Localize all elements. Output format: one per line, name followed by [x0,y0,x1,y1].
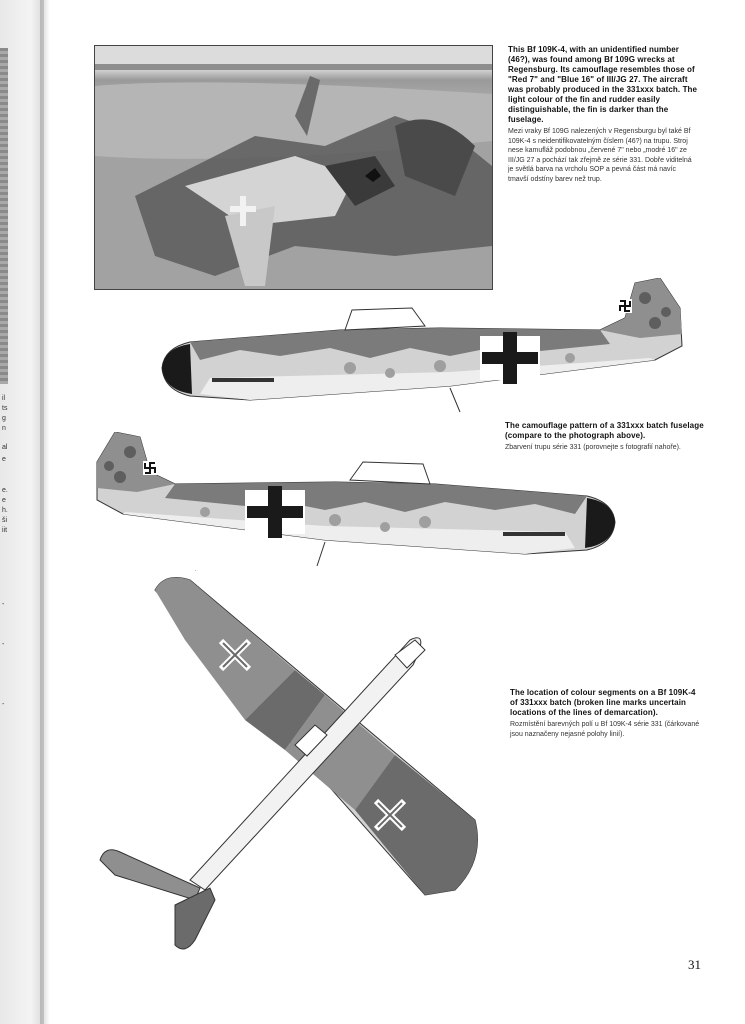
left-page-edge [0,0,44,1024]
left-page-photo-strip [0,48,8,384]
left-fragment: e [2,497,6,504]
planform-caption-czech: Rozmístění barevných polí u Bf 109K-4 série 331 (čárkované jsou naznačeny nejasné polohy linií). [510,721,700,738]
page-number: 31 [688,957,701,972]
left-fragment: ši [2,517,8,524]
planform-caption [510,688,705,739]
left-fragment: e [2,456,6,463]
planform-caption-english: The location of colour segments on a Bf 109K-4 of 331xxx batch (broken line marks uncertain locations of the lines of demarcation). [510,688,696,717]
left-fragment: ts [2,405,8,412]
book-spine-shadow [40,0,50,1024]
wreck-photograph [94,45,493,290]
left-fragment: n [2,425,6,432]
profiles-caption-czech: Zbarvení trupu série 331 (porovnejte s fotografií nahoře). [505,444,681,451]
left-fragment: - [2,701,5,708]
profiles-caption-english: The camouflage pattern of a 331xxx batch fuselage (compare to the photograph above). [505,421,704,440]
photo-caption-czech: Mezi vraky Bf 109G nalezených v Regensburgu byl také Bf 109K-4 s neidentifikovatelným číslem (46?) na trupu. Stroj nese kamufláž podobnou „červené 7" nebo „modré 16" ze III/JG 27 a pochází tak zřejmě ze série 331. Dobře viditelná je světlá barva na vrcholu SOP a pevná část má navíc tmavší odstíny barev než trup. [508,128,692,183]
left-fragment: iit [2,527,8,534]
left-fragment: il [2,395,6,402]
left-fragment: g [2,415,6,422]
left-fragment: h. [2,507,8,514]
planform-top-view [95,570,485,960]
left-fragment: e. [2,487,8,494]
photo-caption-english: This Bf 109K-4, with an unidentified number (46?), was found among Bf 109G wrecks at Regensburg. Its camouflage resembles those of "Red 7" and "Blue 16" of III/JG 27. The aircraft was probably produced in the 331xxx batch. The light colour of the fin and rudder easily distinguishable, the fin is darker than the fuselage. [508,45,698,124]
left-fragment: - [2,601,5,608]
left-fragment: al [2,444,8,451]
photo-caption [508,45,698,184]
right-side-profile [150,278,690,413]
photo-of-wreck-icon [95,46,492,289]
left-fragment: - [2,641,5,648]
left-side-profile [95,432,625,572]
